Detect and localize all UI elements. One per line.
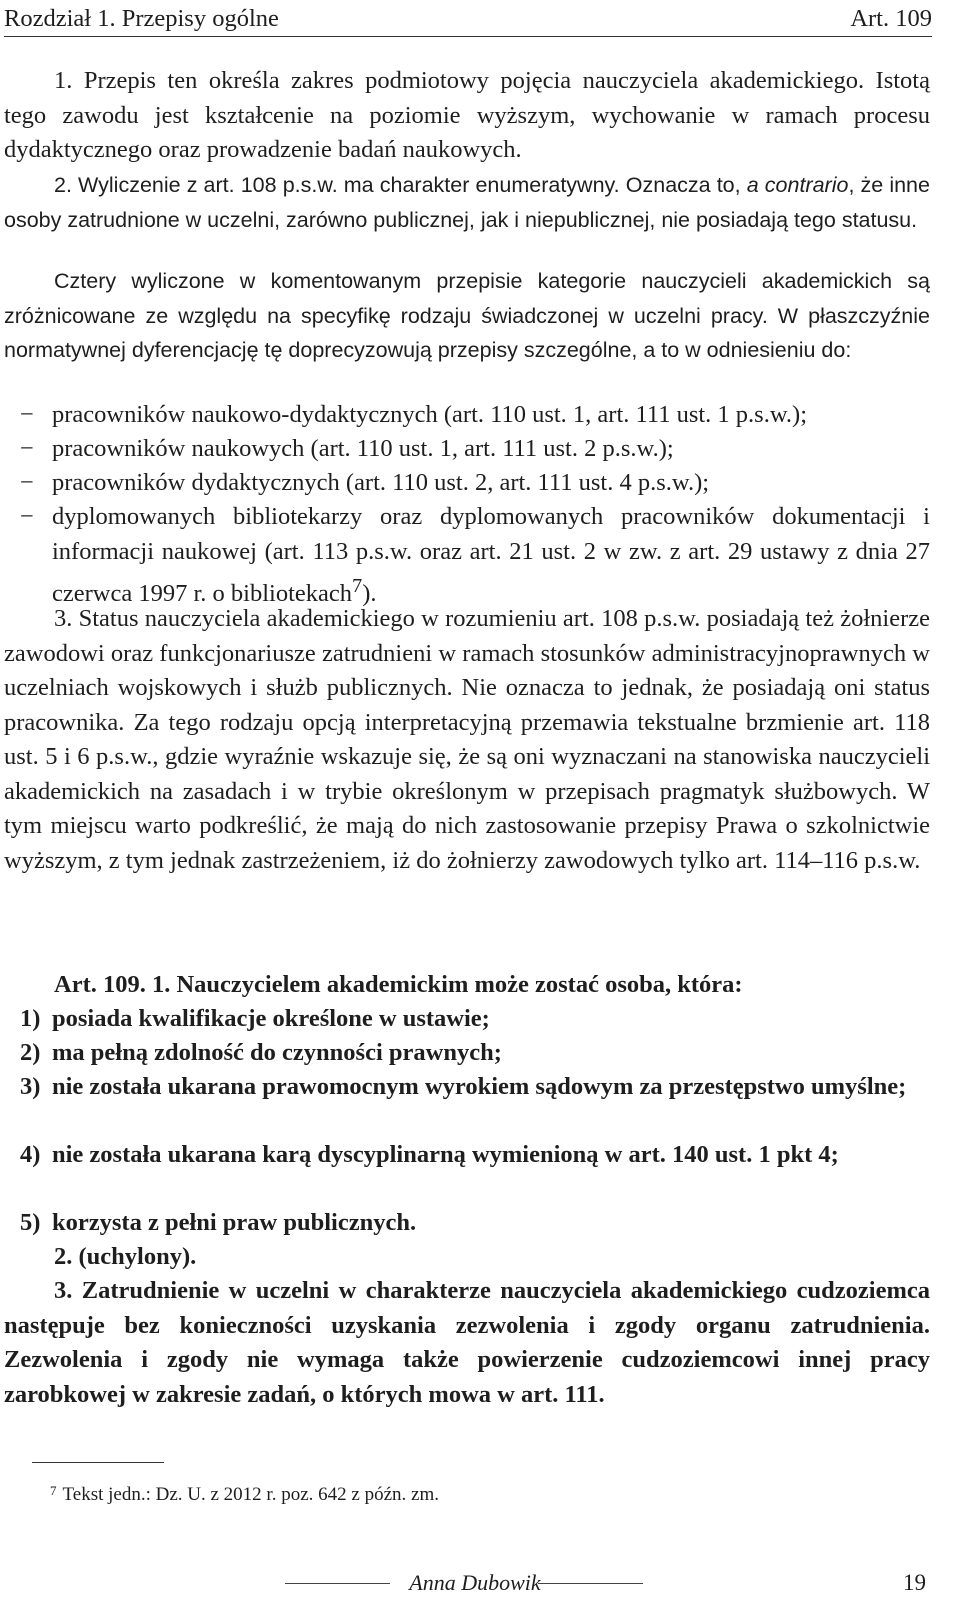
latin-phrase: a contrario <box>746 173 849 197</box>
item-number: 5) <box>20 1209 41 1236</box>
para-number: 1. <box>54 67 73 94</box>
footnote-number: 7 <box>50 1483 57 1498</box>
footnote-divider <box>32 1462 164 1463</box>
footnote-ref: 7 <box>352 575 363 597</box>
article-item <box>4 1206 930 1241</box>
article-paragraph-3: 3. Zatrudnienie w uczelni w charakterze nauczyciela akademickiego cudzoziemca następuje bez konieczności uzyskania zezwolenia i zgody organu zatrudnienia. Zezwolenia i zgody nie wymaga także powierzenie cudzoziemcowi innej pracy zarobkowej w zakresie zadań, o których mowa w art. 111. <box>4 1277 930 1408</box>
article-item <box>4 1138 930 1173</box>
item-number: 3) <box>20 1073 41 1100</box>
footer-rule-right <box>538 1583 643 1584</box>
para-text: , że inne osoby zatrudnione w uczelni, zarówno publicznej, jak i niepublicznej, nie posiadają tego statusu. <box>4 173 930 232</box>
dash-marker: − <box>20 469 34 496</box>
list-item-text: pracowników dydaktycznych (art. 110 ust. 2, art. 111 ust. 4 p.s.w.); <box>52 469 710 496</box>
list-item-text: pracowników naukowo-dydaktycznych (art. 110 ust. 1, art. 111 ust. 1 p.s.w.); <box>52 401 808 428</box>
item-text: posiada kwalifikacje określone w ustawie; <box>52 1005 490 1032</box>
footer-author: Anna Dubowik <box>409 1570 541 1595</box>
header-article: Art. 109 <box>850 5 932 32</box>
comment-paragraph-2 <box>4 168 930 237</box>
item-text: nie została ukarana prawomocnym wyrokiem sądowym za przestępstwo umyślne; <box>52 1073 907 1100</box>
item-text: korzysta z pełni praw publicznych. <box>52 1209 417 1236</box>
article-item <box>4 1002 930 1037</box>
article-paragraph-2: 2. (uchylony). <box>54 1243 197 1270</box>
comment-paragraph-3: Cztery wyliczone w komentowanym przepisie kategorie nauczycieli akademickich są zróżnicowane ze względu na specyfikę rodzaju świadczonej w uczelni pracy. W płaszczyźnie normatywnej dyferencjację tę doprecyzowują przepisy szczególne, a to w odniesieniu do: <box>4 269 930 362</box>
list-item <box>4 500 930 612</box>
item-number: 2) <box>20 1039 41 1066</box>
dash-marker: − <box>20 401 34 428</box>
page-number: 19 <box>903 1570 926 1595</box>
item-text: ma pełną zdolność do czynności prawnych; <box>52 1039 502 1066</box>
comment-paragraph-1 <box>4 64 930 168</box>
dash-marker: − <box>20 435 34 462</box>
article-item <box>4 1036 930 1071</box>
comment-paragraph-4 <box>4 602 930 878</box>
para-text: Status nauczyciela akademickiego w rozumieniu art. 108 p.s.w. posiadają też żołnierze zawodowi oraz funkcjonariusze zatrudnieni w ramach stosunków administracyjnoprawnych w uczelniach wojskowych i służb publicznych. Nie oznacza to jednak, że posiadają oni status pracownika. Za tego rodzaju opcją interpretacyjną przemawia tekstualne brzmienie art. 118 ust. 5 i 6 p.s.w., gdzie wyraźnie wskazuje się, że są oni wyznaczani na stanowiska nauczycieli akademickich na zasadach i w trybie określonym w przepisach pragmatyk służbowych. W tym miejscu warto podkreślić, że mają do nich zastosowanie przepisy Prawa o szkolnictwie wyższym, z tym jednak zastrzeżeniem, iż do żołnierzy zawodowych tylko art. 114–116 p.s.w. <box>4 605 930 874</box>
item-text: nie została ukarana karą dyscyplinarną wymienioną w art. 140 ust. 1 pkt 4; <box>52 1141 839 1168</box>
dash-marker: − <box>20 503 34 530</box>
footnote <box>50 1483 439 1507</box>
list-item <box>4 432 930 467</box>
para-text: Wyliczenie z art. 108 p.s.w. ma charakter enumeratywny. Oznacza to, <box>71 173 747 197</box>
article-heading: Art. 109. 1. Nauczycielem akademickim może zostać osoba, która: <box>54 971 743 998</box>
list-item-text: pracowników naukowych (art. 110 ust. 1, art. 111 ust. 2 p.s.w.); <box>52 435 674 462</box>
list-item-end: ). <box>362 580 377 608</box>
list-item-text: dyplomowanych bibliotekarzy oraz dyplomowanych pracowników dokumentacji i informacji naukowej (art. 113 p.s.w. oraz art. 21 ust. 2 w zw. z art. 29 ustawy z dnia 27 czerwca 1997 r. o bibliotekach <box>52 503 930 608</box>
para-number: 3. <box>54 605 73 632</box>
list-item-text <box>52 500 930 612</box>
header-chapter: Rozdział 1. Przepisy ogólne <box>4 5 279 32</box>
footnote-text: Tekst jedn.: Dz. U. z 2012 r. poz. 642 z późn. zm. <box>62 1484 439 1505</box>
article-item <box>4 1070 930 1105</box>
para-text: Przepis ten określa zakres podmiotowy pojęcia nauczyciela akademickiego. Istotą tego zawodu jest kształcenie na poziomie wyższym, wychowanie w ramach procesu dydaktycznego oraz prowadzenie badań naukowych. <box>4 67 930 163</box>
item-number: 4) <box>20 1141 41 1168</box>
running-header <box>4 2 932 37</box>
list-item <box>4 398 930 433</box>
list-item <box>4 466 930 501</box>
item-number: 1) <box>20 1005 41 1032</box>
para-number: 2. <box>54 173 72 197</box>
